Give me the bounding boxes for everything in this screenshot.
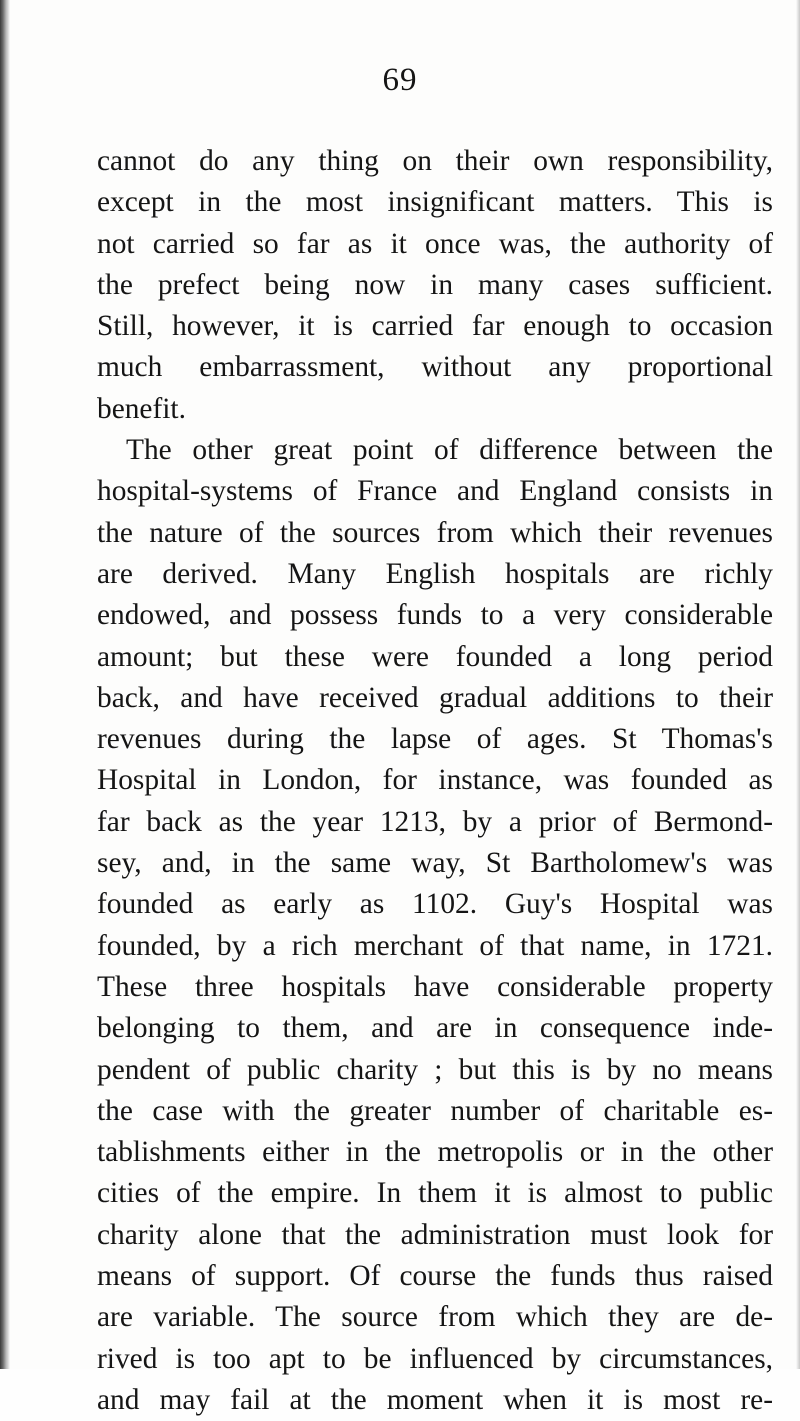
text-line: endowed, and possess funds to a very considerable (97, 599, 773, 632)
text-line: except in the most insignificant matters. This is (97, 186, 773, 219)
text-line-paragraph-start: The other great point of difference between the (126, 434, 773, 467)
text-line: and may fail at the moment when it is most re- (97, 1383, 773, 1416)
page-binding-edge (0, 0, 10, 1369)
text-line: the nature of the sources from which their revenues (97, 516, 773, 549)
page-right-edge (796, 0, 800, 1369)
text-line: hospital-systems of France and England consists in (97, 475, 773, 508)
text-line: back, and have received gradual additions to their (97, 681, 773, 714)
text-line: cities of the empire. In them it is almost to public (97, 1177, 773, 1210)
page-number: 69 (382, 62, 418, 98)
text-line: amount; but these were founded a long period (97, 640, 773, 673)
text-line: Still, however, it is carried far enough to occasion (97, 310, 773, 343)
text-line: These three hospitals have considerable property (97, 970, 773, 1003)
text-line: not carried so far as it once was, the authority of (97, 227, 773, 260)
text-line: tablishments either in the metropolis or in the other (97, 1136, 773, 1169)
text-line: are variable. The source from which they are de- (97, 1301, 773, 1334)
text-line: the prefect being now in many cases sufficient. (97, 268, 773, 301)
text-line: charity alone that the administration must look for (97, 1218, 773, 1251)
text-line: much embarrassment, without any proportional (97, 351, 773, 384)
text-line: means of support. Of course the funds thus raised (97, 1260, 773, 1293)
text-line: founded as early as 1102. Guy's Hospital was (97, 888, 773, 921)
text-line: Hospital in London, for instance, was founded as (97, 764, 773, 797)
text-line: founded, by a rich merchant of that name, in 1721. (97, 929, 773, 962)
body-text (97, 141, 773, 1421)
text-line: belonging to them, and are in consequence inde- (97, 1012, 773, 1045)
text-line: far back as the year 1213, by a prior of Bermond- (97, 805, 773, 838)
text-line: the case with the greater number of charitable es- (97, 1094, 773, 1127)
text-line: revenues during the lapse of ages. St Thomas's (97, 723, 773, 756)
text-line: rived is too apt to be influenced by circumstances, (97, 1342, 773, 1375)
text-line: benefit. (97, 392, 186, 425)
text-line: pendent of public charity ; but this is by no means (97, 1053, 773, 1086)
text-line: cannot do any thing on their own responsibility, (97, 145, 773, 177)
text-line: sey, and, in the same way, St Bartholomew's was (97, 847, 773, 880)
text-line: are derived. Many English hospitals are richly (97, 557, 773, 590)
